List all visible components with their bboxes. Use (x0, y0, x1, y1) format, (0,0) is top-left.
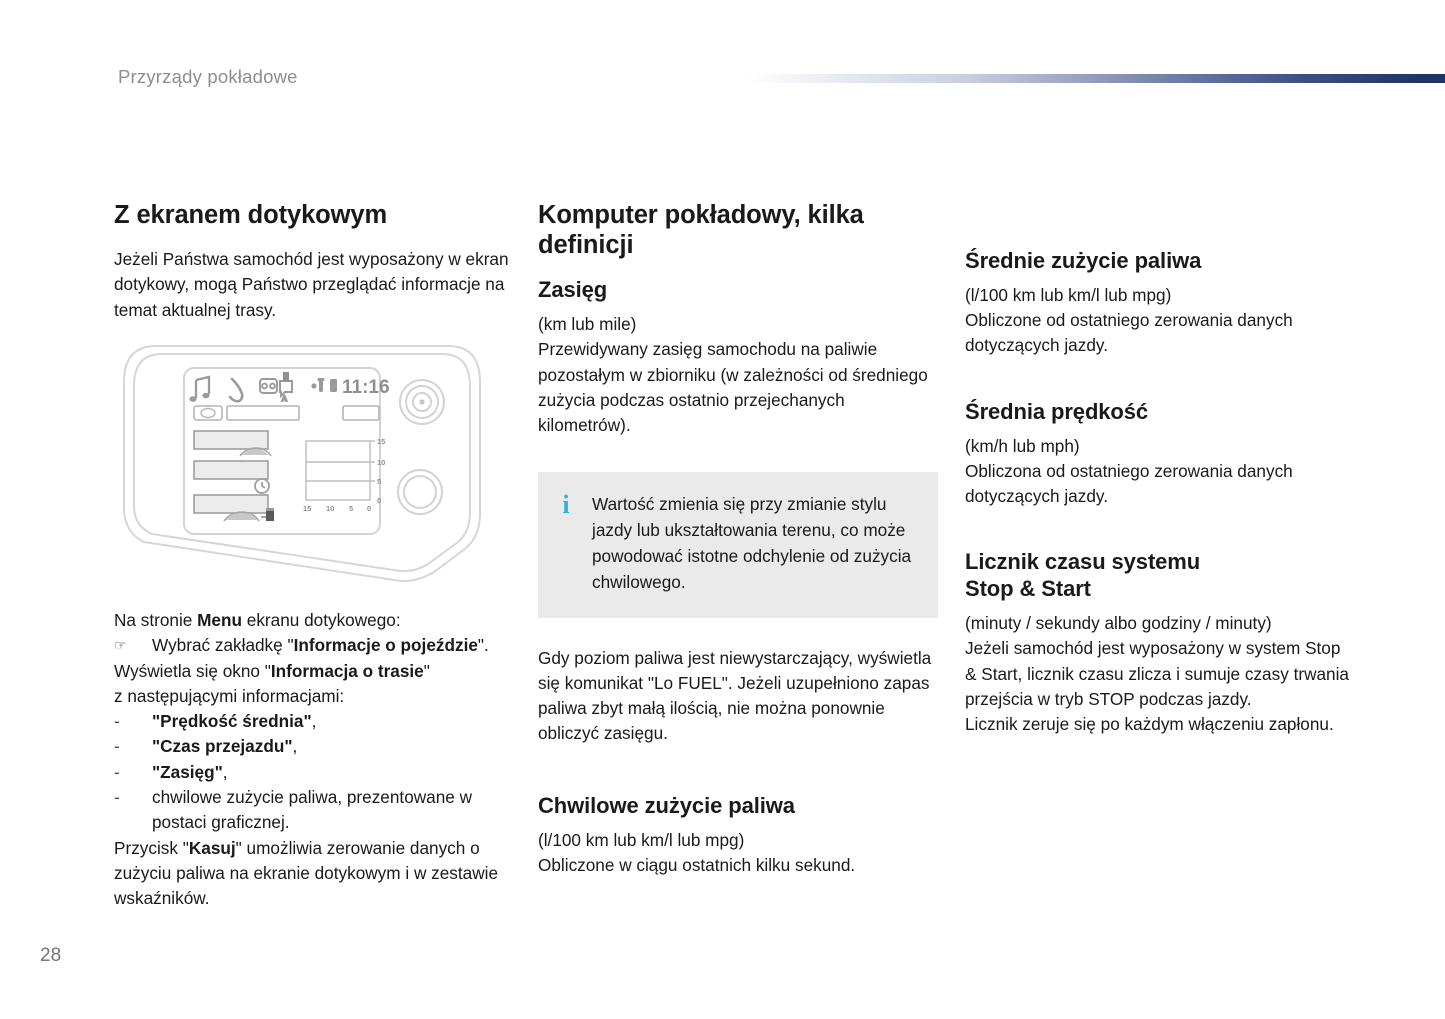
chart-y-tick: 0 (377, 496, 382, 505)
closing-prefix: Przycisk " (114, 837, 189, 858)
upper-knob (400, 380, 444, 424)
section-body-chwilowe: Obliczone w ciągu ostatnich kilku sekund. (538, 854, 856, 875)
chart-x-tick: 15 (303, 504, 312, 513)
dash-glyph: - (114, 736, 120, 757)
info-callout-box (538, 472, 938, 617)
chart-x-tick: 0 (367, 504, 372, 513)
chart-y-tick: 15 (377, 437, 386, 446)
hand-bullet-text (152, 633, 514, 658)
left-intro-paragraph: Jeżeli Państwa samochód jest wyposażony w ekran dotykowy, mogą Państwo przeglądać informacje na temat aktualnej trasy. (114, 249, 509, 320)
list-item-bold: "Prędkość średnia" (152, 711, 312, 732)
list-item-tail: , (311, 711, 317, 732)
touchscreen-device-figure (114, 336, 514, 584)
page-title-middle: Komputer pokładowy, kilka definicji (538, 201, 864, 260)
list-item-text: chwilowe zużycie paliwa, prezentowane w postaci graficznej. (152, 786, 473, 833)
chart-x-tick: 5 (349, 504, 354, 513)
heading-line-1: Licznik czasu systemu (965, 549, 1201, 575)
list-item-tail: , (292, 736, 298, 757)
section-heading-zasieg: Zasięg (538, 277, 608, 303)
header-rule-gradient (723, 74, 1445, 83)
hand-bullet-prefix: Wybrać zakładkę " (152, 635, 294, 656)
list-item-text (152, 760, 514, 785)
svg-text:A: A (282, 396, 287, 403)
screen-clock: 11:16 (342, 377, 390, 398)
dash-glyph: - (114, 761, 120, 782)
middle-column (538, 200, 938, 878)
left-column-lower (114, 608, 514, 911)
window-info-line-2: z następującymi informacjami: (114, 685, 345, 706)
list-item-bold: "Zasięg" (152, 761, 223, 782)
section-body-srednia-predkosc: Obliczona od ostatniego zerowania danych dotyczących jazdy. (965, 460, 1293, 507)
menu-intro-prefix: Na stronie (114, 610, 198, 630)
section-body-zasieg: Przewidywany zasięg samochodu na paliwie pozostałym w zbiorniku (w zależności od średniego zużycia podczas ostatnio przejechanych kilometrów). (538, 339, 928, 436)
list-item-tail: , (222, 761, 228, 782)
menu-intro-bold: Menu (197, 610, 242, 630)
section-heading-licznik-czasu (965, 549, 1355, 603)
window-line-suffix: " (423, 660, 430, 681)
heading-line-2: Stop & Start (965, 576, 1091, 602)
chart-y-tick: 10 (377, 458, 386, 467)
page-title-left: Z ekranem dotykowym (114, 201, 388, 229)
window-info-line (114, 659, 514, 684)
page-number: 28 (40, 945, 62, 966)
menu-intro-line (114, 608, 514, 633)
list-item (114, 709, 514, 734)
list-item-text (152, 709, 514, 734)
section-units-chwilowe: (l/100 km lub km/l lub mpg) (538, 829, 745, 850)
list-item (114, 785, 514, 836)
section-units-srednie-zuzycie: (l/100 km lub km/l lub mpg) (965, 284, 1172, 305)
lower-knob (398, 470, 442, 514)
section-body-licznik-czasu: Jeżeli samochód jest wyposażony w system Stop & Start, licznik czasu zlicza i sumuje czasy trwania przejścia w tryb STOP podczas jazdy. (965, 638, 1349, 709)
hand-bullet-bold: Informacje o pojeździe (293, 635, 478, 656)
section-units-srednia-predkosc: (km/h lub mph) (965, 435, 1080, 456)
list-item (114, 734, 514, 759)
list-item-bold: "Czas przejazdu" (152, 736, 293, 757)
info-icon: i (562, 490, 570, 520)
chart-x-tick: 10 (326, 504, 335, 513)
section-heading-chwilowe: Chwilowe zużycie paliwa (538, 792, 795, 818)
section-heading-srednie-zuzycie: Średnie zużycie paliwa (965, 248, 1202, 273)
section-units-licznik-czasu: (minuty / sekundy albo godziny / minuty) (965, 613, 1272, 633)
dash-glyph: - (114, 786, 120, 807)
list-item-text (152, 734, 514, 759)
kasuj-closing-paragraph (114, 836, 514, 912)
hand-bullet-suffix: ". (477, 635, 489, 656)
low-fuel-note: Gdy poziom paliwa jest niewystarczający, wyświetla się komunikat "Lo FUEL". Jeżeli uzupełniono zapas paliwa zbyt małą ilością, nie można ponownie obliczyć zasięgu. (538, 647, 932, 744)
section-body2-licznik-czasu: Licznik zeruje się po każdym włączeniu zapłonu. (965, 714, 1334, 735)
info-callout-text: Wartość zmienia się przy zmianie stylu jazdy lub ukształtowania terenu, co może powodować istotne odchylenie od zużycia chwilowego. (592, 494, 912, 592)
pointing-hand-icon: ☞ (114, 637, 127, 654)
dash-glyph: - (114, 711, 120, 732)
window-line-prefix: Wyświetla się okno " (114, 660, 271, 681)
list-item (114, 760, 514, 785)
running-head: Przyrządy pokładowe (118, 66, 298, 87)
menu-intro-suffix: ekranu dotykowego: (241, 610, 401, 630)
section-heading-srednia-predkosc: Średnia prędkość (965, 398, 1149, 424)
window-line-bold: Informacja o trasie (270, 660, 424, 681)
left-column (114, 200, 514, 323)
closing-bold: Kasuj (188, 837, 236, 858)
hand-bullet-row (114, 633, 514, 658)
section-body-srednie-zuzycie: Obliczone od ostatniego zerowania danych dotyczących jazdy. (965, 310, 1293, 356)
section-units-zasieg: (km lub mile) (538, 313, 637, 334)
right-column (965, 248, 1355, 737)
closing-suffix: " umożliwia zerowanie danych o zużyciu paliwa na ekranie dotykowym i w zestawie wskaźników. (114, 837, 499, 909)
chart-y-tick: 5 (377, 477, 382, 486)
